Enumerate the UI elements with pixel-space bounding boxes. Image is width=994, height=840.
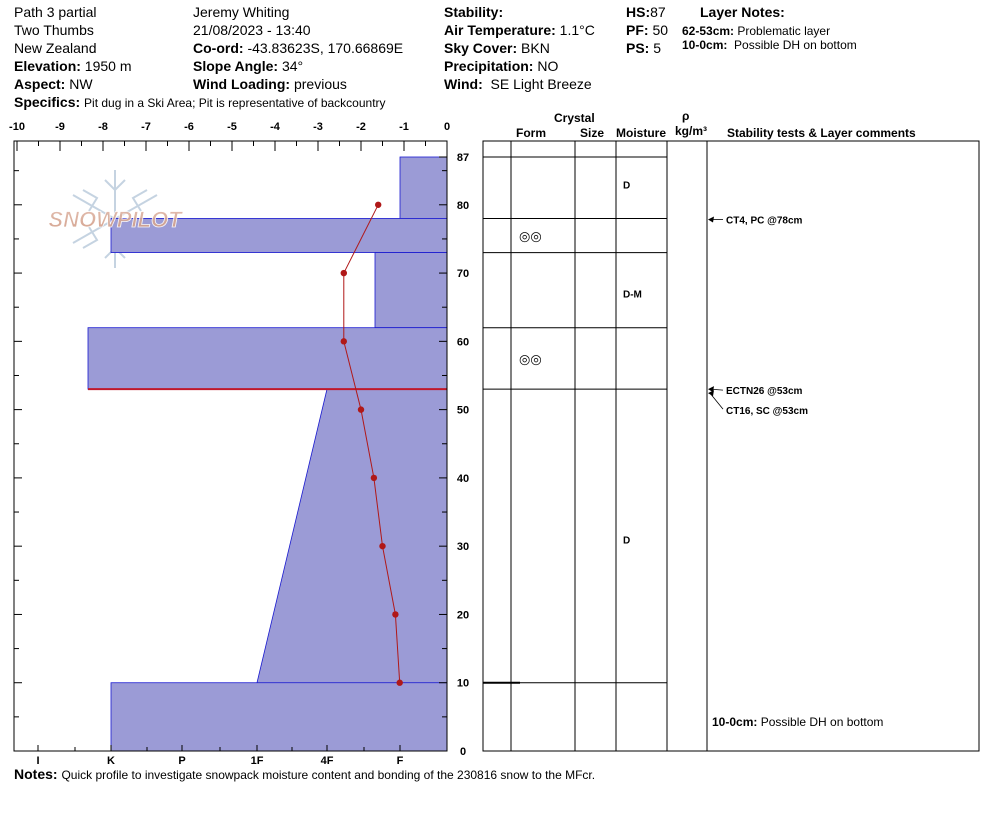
stability-arrow <box>710 393 723 409</box>
hs-label: HS: <box>626 4 651 20</box>
wind-loading-value: previous <box>293 76 347 92</box>
temp-tick-label: -1 <box>399 121 409 133</box>
depth-tick-label: 87 <box>456 152 470 164</box>
elevation-value: 1950 m <box>84 58 132 74</box>
depth-tick-label: 10 <box>456 677 470 690</box>
air-temp-label: Air Temperature: <box>444 22 556 38</box>
wind-label: Wind: <box>444 76 483 92</box>
temp-tick-label: -10 <box>9 121 25 133</box>
hardness-layer <box>400 157 447 218</box>
notes-label: Notes: <box>14 766 58 782</box>
temp-tick-label: 0 <box>443 121 451 133</box>
precip-value: NO <box>537 58 559 74</box>
hardness-layer <box>375 253 447 328</box>
ps-label: PS: <box>626 40 650 56</box>
coord-label: Co-ord: <box>193 40 244 56</box>
temperature-point <box>341 270 347 276</box>
elevation-label: Elevation: <box>14 58 81 74</box>
stability-label: Stability: <box>444 4 504 20</box>
location: Two Thumbs <box>14 22 94 38</box>
arrow-head-icon <box>708 216 714 222</box>
moisture-label: D <box>623 180 631 192</box>
size-header: Size <box>580 126 605 140</box>
hardness-tick-label: I <box>36 755 40 767</box>
layer-notes-title: Layer Notes: <box>700 4 785 20</box>
hardness-tick-label: 1F <box>250 755 264 767</box>
hardness-layer <box>257 389 447 683</box>
wind-loading-label: Wind Loading: <box>193 76 291 92</box>
temp-tick-label: -7 <box>141 121 151 133</box>
temp-tick-label: -9 <box>55 121 65 133</box>
temperature-point <box>341 338 347 344</box>
snowpilot-watermark: SNOWPILOT <box>48 207 182 232</box>
specifics-value: Pit dug in a Ski Area; Pit is representative of backcountry <box>84 96 386 110</box>
temperature-point <box>397 680 403 686</box>
crystal-header: Crystal <box>554 111 595 125</box>
depth-tick-label: 40 <box>456 472 470 485</box>
moisture-label: D-M <box>623 289 642 301</box>
pf-value: 50 <box>652 22 669 38</box>
wind-value: SE Light Breeze <box>490 76 592 92</box>
hardness-tick-label: P <box>178 755 186 767</box>
depth-tick-label: 60 <box>456 336 470 349</box>
layer-note-text: Problematic layer <box>737 24 831 38</box>
depth-tick-label: 30 <box>456 541 470 554</box>
layer-note-range: 62-53cm: <box>682 24 735 38</box>
temperature-point <box>371 475 377 481</box>
layer-comment <box>712 715 883 729</box>
hardness-layer <box>88 328 447 389</box>
layer-comment-text: Possible DH on bottom <box>760 715 884 729</box>
temp-tick-label: -8 <box>98 121 108 133</box>
form-header: Form <box>516 126 546 140</box>
layer-table-frame <box>483 141 979 751</box>
stability-header: Stability tests & Layer comments <box>727 126 916 140</box>
notes-text: Quick profile to investigate snowpack moisture content and bonding of the 230816 snow to the MFcr. <box>61 768 596 782</box>
country: New Zealand <box>14 40 97 56</box>
slope-label: Slope Angle: <box>193 58 279 74</box>
moisture-label: D <box>623 535 631 547</box>
temperature-point <box>379 543 385 549</box>
aspect-label: Aspect: <box>14 76 66 92</box>
ps-value: 5 <box>653 40 662 56</box>
temperature-point <box>358 406 364 412</box>
depth-tick-label: 70 <box>456 268 470 281</box>
sky-label: Sky Cover: <box>444 40 518 56</box>
temperature-point <box>375 202 381 208</box>
temperature-point <box>392 611 398 617</box>
temp-tick-label: -4 <box>270 121 280 133</box>
temp-tick-label: -5 <box>227 121 237 133</box>
hardness-tick-label: 4F <box>320 755 334 767</box>
stability-test: CT4, PC @78cm <box>726 215 803 227</box>
observer: Jeremy Whiting <box>193 4 290 20</box>
hardness-tick-label: F <box>396 755 404 767</box>
site-name: Path 3 partial <box>14 4 97 20</box>
hardness-tick-label: K <box>107 755 115 767</box>
pf-label: PF: <box>626 22 649 38</box>
layer-note-range: 10-0cm: <box>682 38 728 52</box>
rounding-faceted-icon: ◎◎ <box>519 352 542 368</box>
sky-value: BKN <box>521 40 550 56</box>
moisture-header: Moisture <box>616 126 667 140</box>
air-temp-value: 1.1°C <box>559 22 595 38</box>
temp-tick-label: -2 <box>356 121 366 133</box>
temp-tick-label: -3 <box>313 121 323 133</box>
precip-label: Precipitation: <box>444 58 534 74</box>
rounding-faceted-icon: ◎◎ <box>519 229 542 245</box>
coord-value: -43.83623S, 170.66869E <box>247 40 404 56</box>
depth-tick-label: 20 <box>456 609 470 622</box>
specifics-label: Specifics: <box>14 94 81 110</box>
arrow-head-icon <box>708 390 714 396</box>
layer-comment-range: 10-0cm: <box>712 715 761 729</box>
temp-tick-label: -6 <box>184 121 194 133</box>
stability-test: ECTN26 @53cm <box>726 386 803 398</box>
depth-tick-label: 80 <box>456 199 470 212</box>
slope-value: 34° <box>281 58 304 74</box>
stability-test: CT16, SC @53cm <box>726 406 809 418</box>
aspect-value: NW <box>69 76 93 92</box>
layer-note-text: Possible DH on bottom <box>734 38 857 52</box>
depth-tick-label: 50 <box>456 404 470 417</box>
density-rho: ρ <box>682 109 690 123</box>
hs-value: 87 <box>650 4 666 20</box>
hardness-layer <box>111 683 447 751</box>
density-unit: kg/m³ <box>675 124 708 138</box>
depth-tick-label: 0 <box>459 746 467 758</box>
datetime: 21/08/2023 - 13:40 <box>193 22 311 38</box>
